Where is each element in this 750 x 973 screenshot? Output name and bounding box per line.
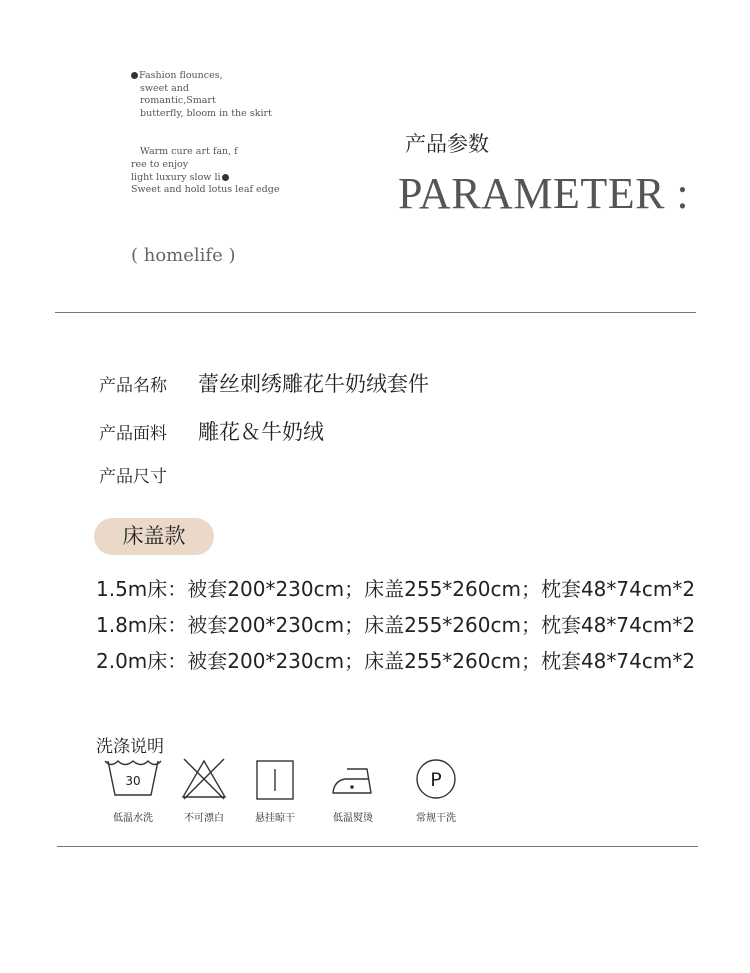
care-title: 洗涤说明	[96, 737, 164, 757]
page-title: 产品参数	[405, 132, 489, 156]
size-line: 2.0m床：被套200*230cm；床盖255*260cm；枕套48*74cm*2	[96, 649, 696, 673]
spec-label: 产品面料	[99, 424, 167, 444]
poem-line: ree to enjoy	[131, 158, 189, 170]
poem-line: Sweet and hold lotus leaf edge	[131, 184, 280, 196]
care-item	[240, 757, 310, 824]
care-item	[169, 757, 239, 824]
spec-value: 蕾丝刺绣雕花牛奶绒套件	[198, 372, 429, 396]
bullet-dot-icon	[222, 174, 229, 181]
spec-row-size	[99, 462, 198, 487]
poem-line: light luxury slow li	[131, 172, 279, 185]
poem-line: Fashion flounces,	[131, 70, 279, 83]
size-line: 1.8m床：被套200*230cm；床盖255*260cm；枕套48*74cm*2	[96, 613, 696, 637]
dry-clean-letter: P	[430, 769, 442, 791]
care-item	[401, 757, 471, 824]
poem-line: Warm cure art fan, f	[140, 146, 238, 158]
spec-row-fabric	[99, 416, 324, 446]
wash-temp: 30	[125, 774, 141, 788]
divider	[57, 846, 698, 847]
wash-30-icon	[102, 757, 164, 801]
care-item	[98, 757, 168, 824]
care-label: 不可漂白	[184, 813, 224, 824]
dry-clean-p-icon	[412, 757, 460, 801]
spec-row-name	[99, 368, 429, 398]
poem-text	[131, 70, 279, 197]
poem-line: sweet and	[140, 82, 189, 94]
page-title-en: PARAMETER :	[398, 169, 690, 218]
poem-line: romantic,Smart	[140, 95, 216, 107]
style-tag: 床盖款	[94, 518, 214, 555]
care-item	[318, 757, 388, 824]
size-line: 1.5m床：被套200*230cm；床盖255*260cm；枕套48*74cm*2	[96, 577, 696, 601]
spec-value: 雕花＆牛奶绒	[198, 420, 324, 444]
care-label: 低温水洗	[113, 813, 153, 824]
divider	[55, 312, 696, 313]
homelife-tag: ( homelife )	[131, 245, 236, 266]
bullet-dot-icon	[131, 72, 138, 79]
low-iron-icon	[327, 757, 379, 801]
spec-label: 产品尺寸	[99, 467, 167, 487]
care-label: 悬挂晾干	[255, 813, 295, 824]
spec-label: 产品名称	[99, 376, 167, 396]
no-bleach-icon	[179, 757, 229, 801]
care-label: 低温熨烫	[333, 813, 373, 824]
poem-line: butterfly, bloom in the skirt	[140, 107, 272, 119]
care-label: 常规干洗	[416, 813, 456, 824]
hang-dry-icon	[255, 757, 295, 801]
